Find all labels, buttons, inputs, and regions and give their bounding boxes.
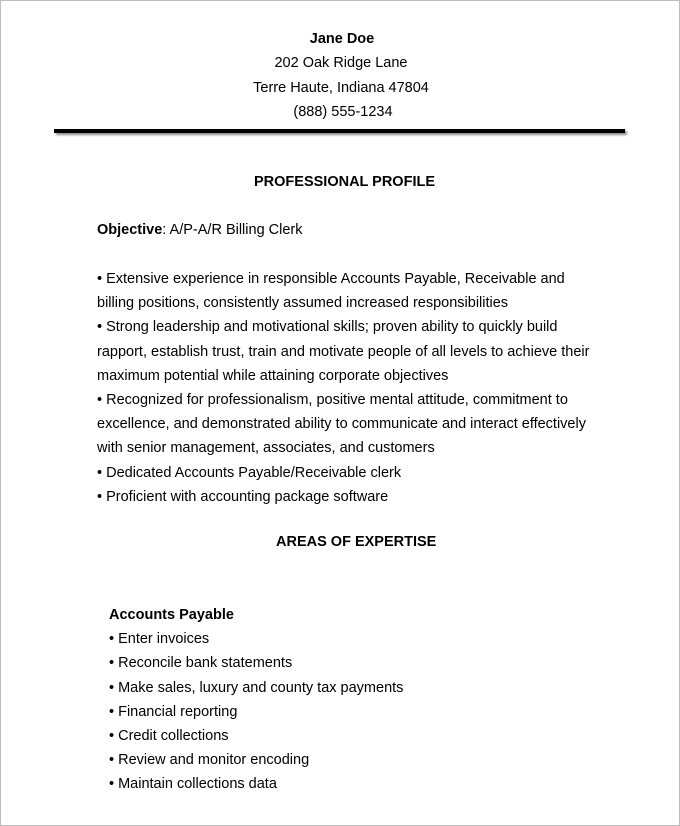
profile-line: • Dedicated Accounts Payable/Receivable clerk [97, 464, 402, 481]
objective [97, 220, 303, 240]
expertise-item: • Financial reporting [109, 703, 238, 720]
expertise-item: • Credit collections [109, 727, 229, 744]
profile-line: • Recognized for professionalism, positive mental attitude, commitment to [97, 391, 568, 408]
expertise-subsection-title: Accounts Payable [109, 607, 234, 623]
expertise-item: • Make sales, luxury and county tax payments [109, 679, 404, 696]
objective-label: Objective [97, 222, 163, 238]
section-title-areas-of-expertise: AREAS OF EXPERTISE [276, 534, 437, 550]
header-divider [54, 129, 625, 133]
objective-value: A/P-A/R Billing Clerk [169, 222, 303, 238]
address-line-2: Terre Haute, Indiana 47804 [253, 79, 429, 96]
expertise-item: • Review and monitor encoding [109, 752, 310, 769]
expertise-list [109, 603, 403, 797]
expertise-item: • Maintain collections data [109, 776, 277, 793]
profile-line: • Extensive experience in responsible Accounts Payable, Receivable and [97, 271, 565, 287]
address-line-1: 202 Oak Ridge Lane [274, 55, 408, 71]
profile-line: rapport, establish trust, train and motivate people of all levels to achieve their [97, 343, 590, 360]
section-title-professional-profile: PROFESSIONAL PROFILE [254, 174, 436, 190]
profile-line: maximum potential while attaining corporate objectives [97, 367, 449, 384]
profile-line: • Strong leadership and motivational skills; proven ability to quickly build [97, 319, 558, 336]
contact-header [1, 27, 680, 125]
profile-line: • Proficient with accounting package software [97, 488, 389, 505]
objective-separator: : [162, 222, 170, 238]
profile-line: with senior management, associates, and customers [97, 440, 435, 457]
expertise-item: • Reconcile bank statements [109, 655, 293, 672]
expertise-item: • Enter invoices [109, 631, 210, 648]
phone-number: (888) 555-1234 [293, 104, 393, 120]
applicant-name: Jane Doe [309, 31, 375, 47]
profile-line: billing positions, consistently assumed increased responsibilities [97, 295, 509, 312]
profile-summary-list [97, 267, 597, 509]
profile-line: excellence, and demonstrated ability to communicate and interact effectively [97, 416, 586, 433]
